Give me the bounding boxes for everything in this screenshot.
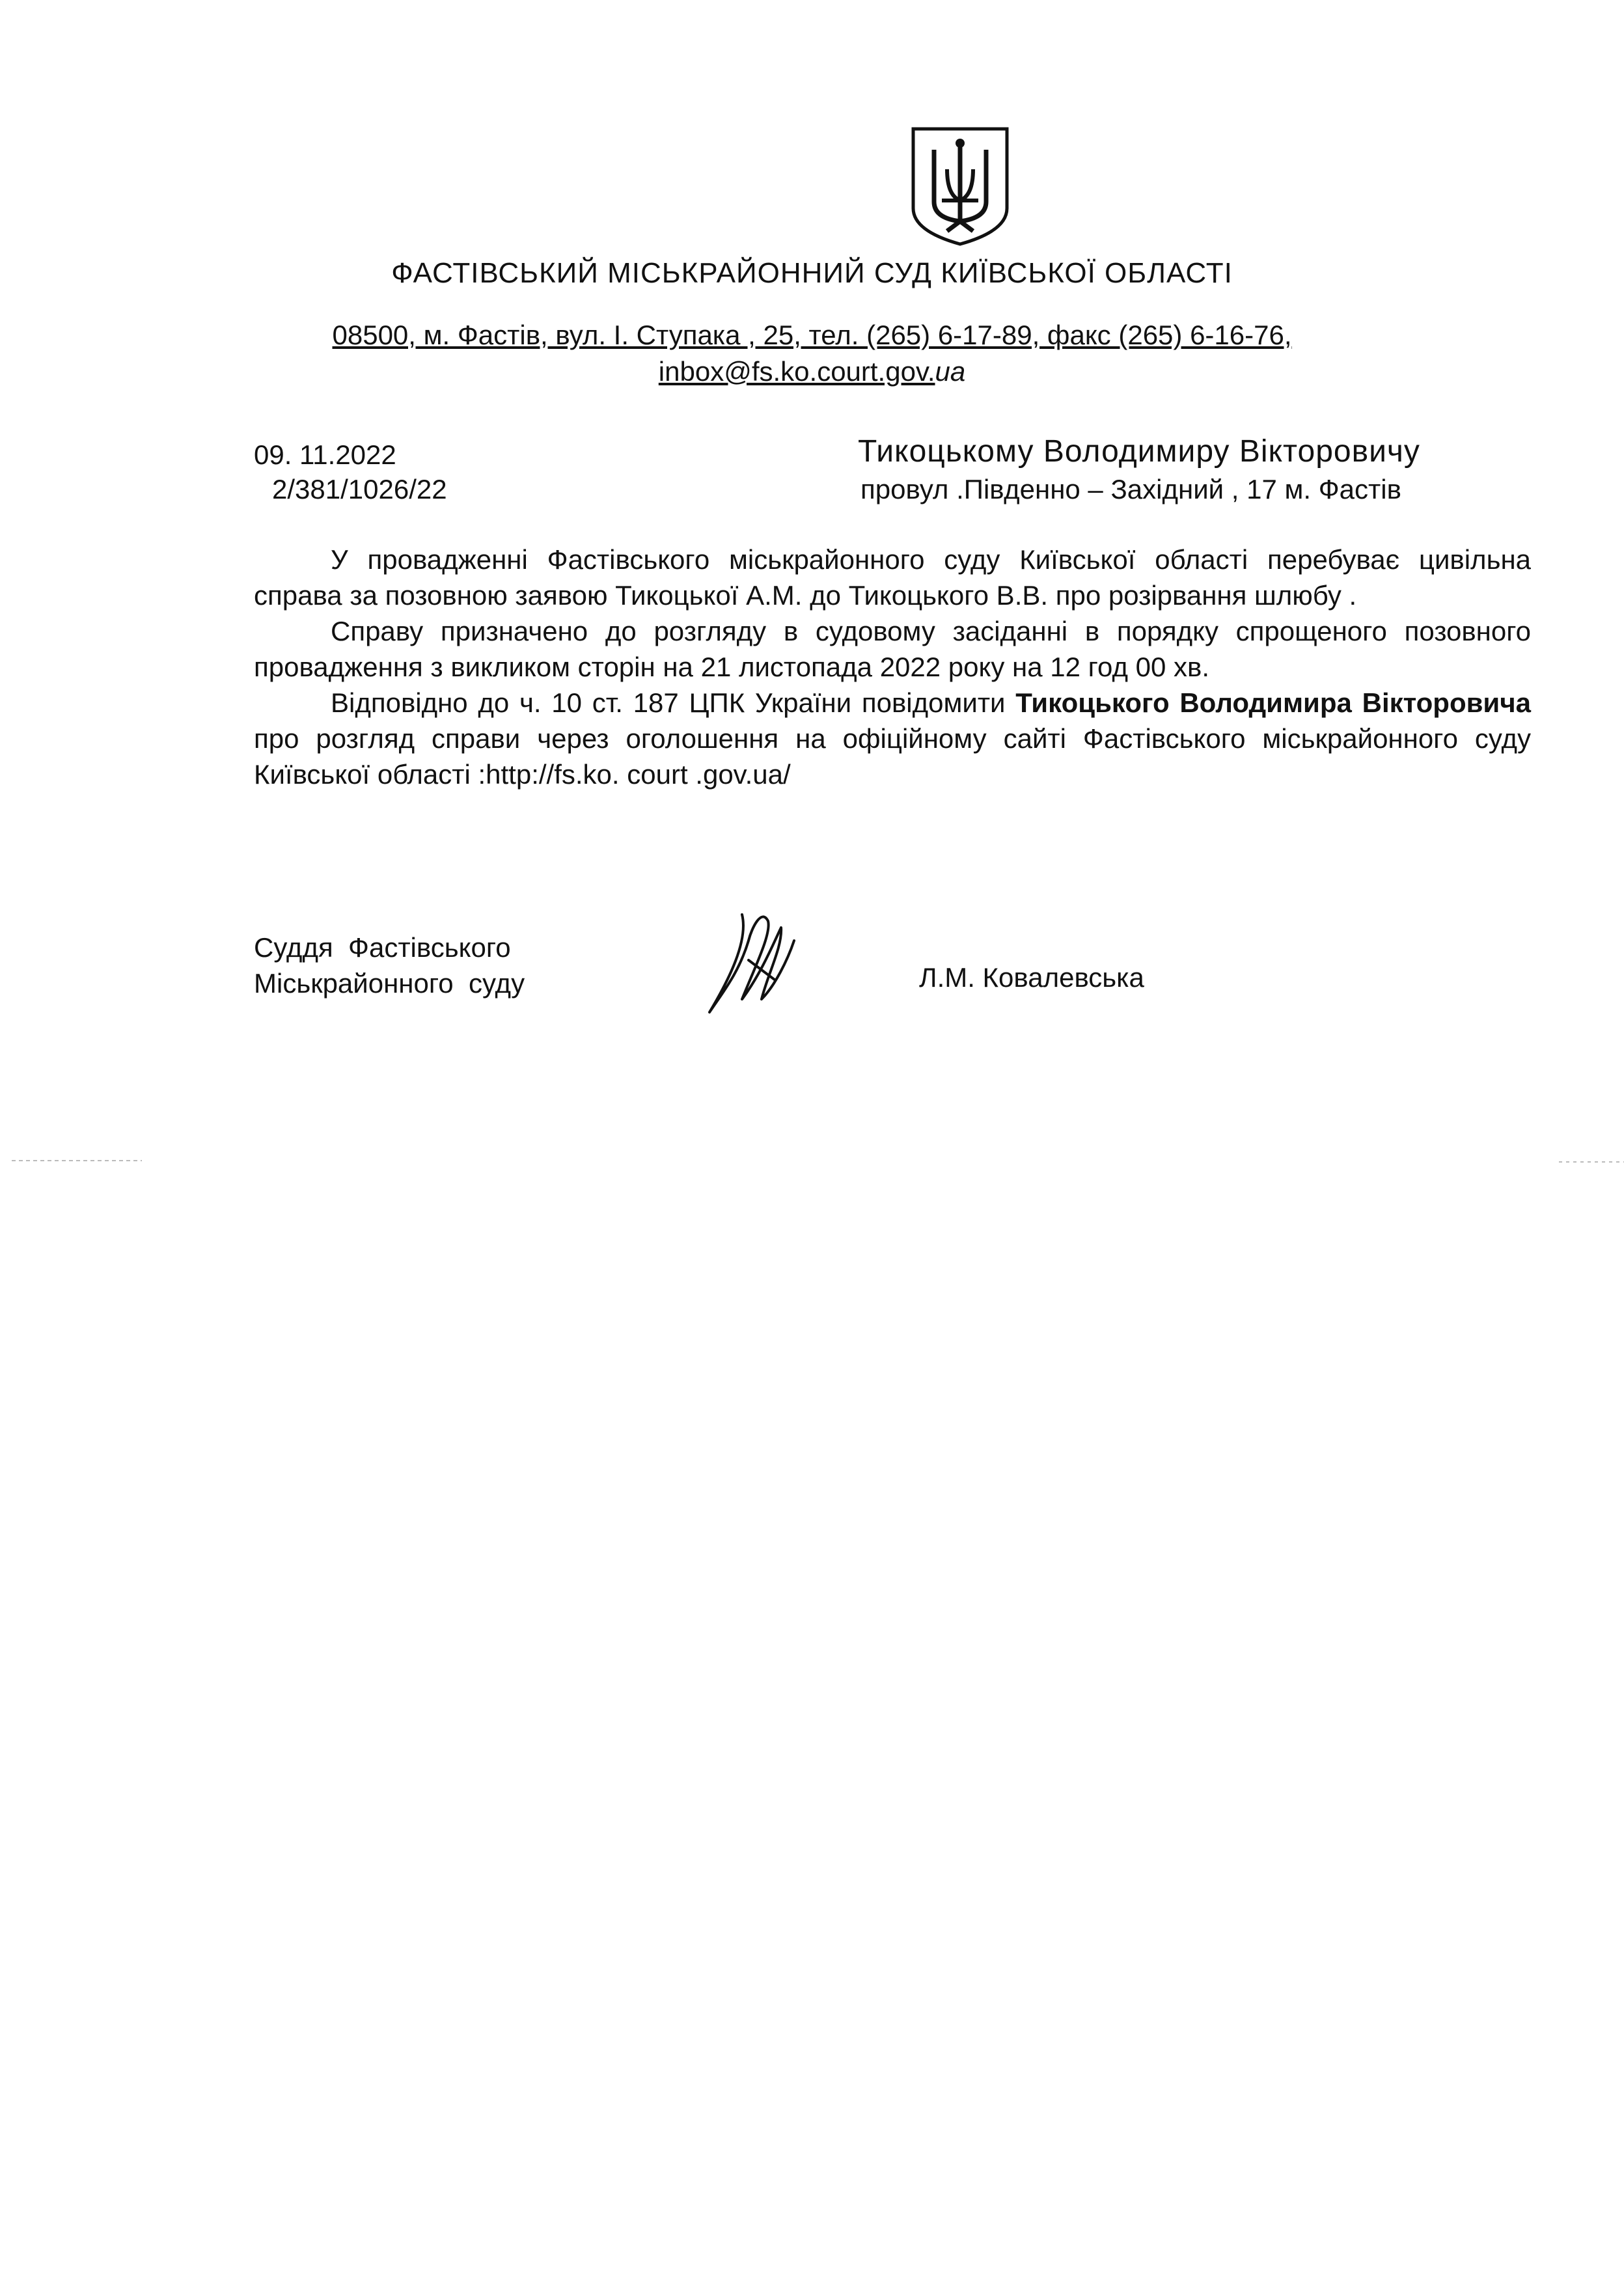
court-email-tail: ua — [935, 356, 966, 387]
court-email-link[interactable]: inbox@fs.ko.court.gov. — [658, 356, 935, 387]
paragraph-case-info: У провадженні Фастівського міськрайонного суду Київської області перебуває цивільна справа за позовною заявою Тикоцької А.М. до Тикоцького В.В. про розірвання шлюбу . — [254, 544, 1531, 611]
coat-of-arms-icon — [908, 124, 1012, 247]
letter-body — [254, 542, 1531, 792]
scan-artifact-left — [12, 1154, 142, 1158]
recipient-address: провул .Південно – Західний , 17 м. Фастів — [860, 474, 1401, 504]
notification-text-end: про розгляд справи через оголошення на офіційному сайті Фастівського міськрайонного суду Київської області :http://fs.ko. court .gov.ua/ — [254, 723, 1531, 790]
case-number: 2/381/1026/22 — [272, 474, 447, 504]
judge-name: Л.М. Ковалевська — [919, 962, 1144, 993]
court-address — [0, 317, 1624, 390]
notified-person-name: Тикоцького Володимира Вікторовича — [1015, 687, 1531, 718]
recipient-name: Тикоцькому Володимиру Вікторовичу — [858, 434, 1420, 469]
scan-artifact-right — [1559, 1155, 1624, 1159]
court-name: ФАСТІВСЬКИЙ МІСЬКРАЙОННИЙ СУД КИЇВСЬКОЇ ОБЛАСТІ — [391, 257, 1233, 289]
paragraph-hearing: Справу призначено до розгляду в судовому засіданні в порядку спрощеного позовного провадження з викликом сторін на 21 листопада 2022 року на 12 год 00 хв. — [254, 616, 1531, 682]
notification-text-start: Відповідно до ч. 10 ст. 187 ЦПК України повідомити — [331, 687, 1016, 718]
letter-date: 09. 11.2022 — [254, 439, 396, 470]
paragraph-notification — [254, 685, 1531, 792]
court-address-line: 08500, м. Фастів, вул. І. Ступака , 25, тел. (265) 6-17-89, факс (265) 6-16-76, — [332, 320, 1292, 350]
judge-title: Суддя Фастівського Міськрайонного суду — [254, 932, 525, 999]
handwritten-signature — [703, 902, 807, 1025]
